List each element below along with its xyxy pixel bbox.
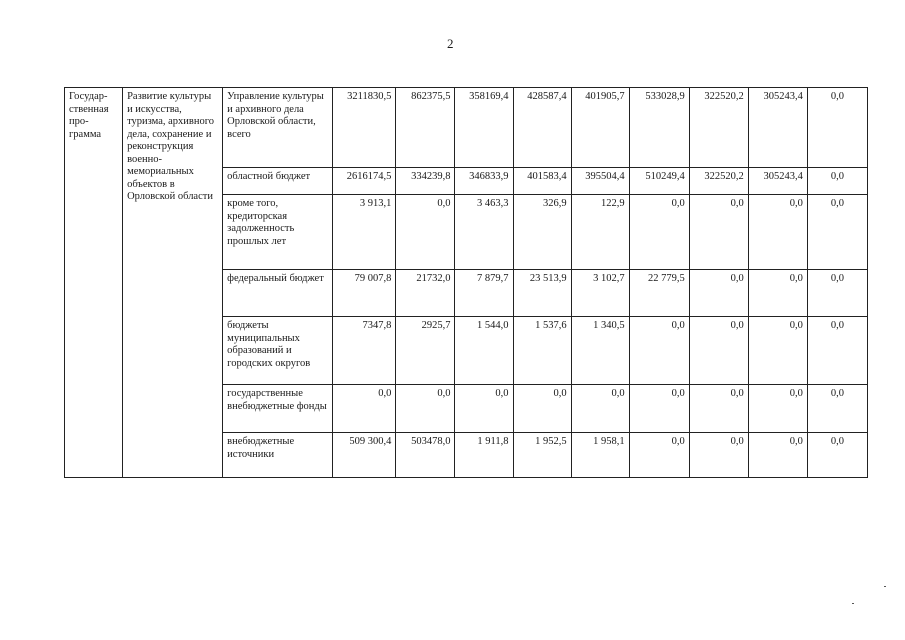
value-cell: 0,0: [807, 433, 867, 478]
value-cell: 346833,9: [455, 168, 513, 195]
value-cell: 1 958,1: [571, 433, 629, 478]
value-cell: 0,0: [748, 270, 807, 317]
value-cell: 1 911,8: [455, 433, 513, 478]
value-cell: 401905,7: [571, 88, 629, 168]
value-cell: 0,0: [748, 195, 807, 270]
budget-table: [64, 87, 868, 478]
value-cell: 0,0: [807, 317, 867, 385]
program-type-cell: Государ-ственная про-грамма: [65, 88, 123, 478]
value-cell: 1 952,5: [513, 433, 571, 478]
value-cell: 0,0: [689, 317, 748, 385]
value-cell: 0,0: [689, 195, 748, 270]
value-cell: 0,0: [748, 433, 807, 478]
value-cell: 358169,4: [455, 88, 513, 168]
value-cell: 0,0: [689, 433, 748, 478]
value-cell: 0,0: [748, 385, 807, 433]
value-cell: 21732,0: [396, 270, 455, 317]
value-cell: 0,0: [455, 385, 513, 433]
value-cell: 23 513,9: [513, 270, 571, 317]
value-cell: 305243,4: [748, 88, 807, 168]
value-cell: 7347,8: [333, 317, 396, 385]
value-cell: 322520,2: [689, 88, 748, 168]
value-cell: 0,0: [629, 195, 689, 270]
value-cell: 533028,9: [629, 88, 689, 168]
value-cell: 79 007,8: [333, 270, 396, 317]
value-cell: 0,0: [629, 385, 689, 433]
program-name-cell: Развитие культуры и искусства, туризма, архивного дела, сохранение и реконструкция военно-мемориальных объектов в Орловской области: [123, 88, 223, 478]
funding-source-cell: государственные внебюджетные фонды: [223, 385, 333, 433]
value-cell: 3 463,3: [455, 195, 513, 270]
value-cell: 0,0: [807, 195, 867, 270]
value-cell: 509 300,4: [333, 433, 396, 478]
funding-source-cell: бюджеты муниципальных образований и городских округов: [223, 317, 333, 385]
value-cell: 0,0: [571, 385, 629, 433]
value-cell: 22 779,5: [629, 270, 689, 317]
value-cell: 0,0: [629, 433, 689, 478]
funding-source-cell: федеральный бюджет: [223, 270, 333, 317]
value-cell: 3 913,1: [333, 195, 396, 270]
value-cell: 0,0: [807, 270, 867, 317]
value-cell: 1 544,0: [455, 317, 513, 385]
value-cell: 0,0: [807, 385, 867, 433]
value-cell: 1 340,5: [571, 317, 629, 385]
value-cell: 334239,8: [396, 168, 455, 195]
value-cell: 7 879,7: [455, 270, 513, 317]
value-cell: 0,0: [807, 88, 867, 168]
value-cell: 322520,2: [689, 168, 748, 195]
value-cell: 0,0: [807, 168, 867, 195]
value-cell: 1 537,6: [513, 317, 571, 385]
page-number: 2: [447, 36, 454, 51]
table-body: [65, 88, 868, 478]
value-cell: 0,0: [333, 385, 396, 433]
value-cell: 326,9: [513, 195, 571, 270]
value-cell: 0,0: [748, 317, 807, 385]
value-cell: 2616174,5: [333, 168, 396, 195]
value-cell: 0,0: [396, 195, 455, 270]
funding-source-cell: кроме того, кредиторская задолженность прошлых лет: [223, 195, 333, 270]
value-cell: 503478,0: [396, 433, 455, 478]
value-cell: 428587,4: [513, 88, 571, 168]
value-cell: 3 102,7: [571, 270, 629, 317]
value-cell: 401583,4: [513, 168, 571, 195]
value-cell: 0,0: [689, 385, 748, 433]
table-row: [65, 88, 868, 168]
value-cell: 0,0: [629, 317, 689, 385]
value-cell: 3211830,5: [333, 88, 396, 168]
funding-source-cell: Управление культуры и архивного дела Орловской области, всего: [223, 88, 333, 168]
value-cell: 2925,7: [396, 317, 455, 385]
value-cell: 0,0: [513, 385, 571, 433]
funding-source-cell: внебюджетные источники: [223, 433, 333, 478]
value-cell: 0,0: [396, 385, 455, 433]
scan-speck: [884, 586, 886, 587]
value-cell: 510249,4: [629, 168, 689, 195]
value-cell: 395504,4: [571, 168, 629, 195]
value-cell: 122,9: [571, 195, 629, 270]
value-cell: 305243,4: [748, 168, 807, 195]
value-cell: 862375,5: [396, 88, 455, 168]
funding-source-cell: областной бюджет: [223, 168, 333, 195]
scan-speck: [852, 603, 854, 604]
value-cell: 0,0: [689, 270, 748, 317]
